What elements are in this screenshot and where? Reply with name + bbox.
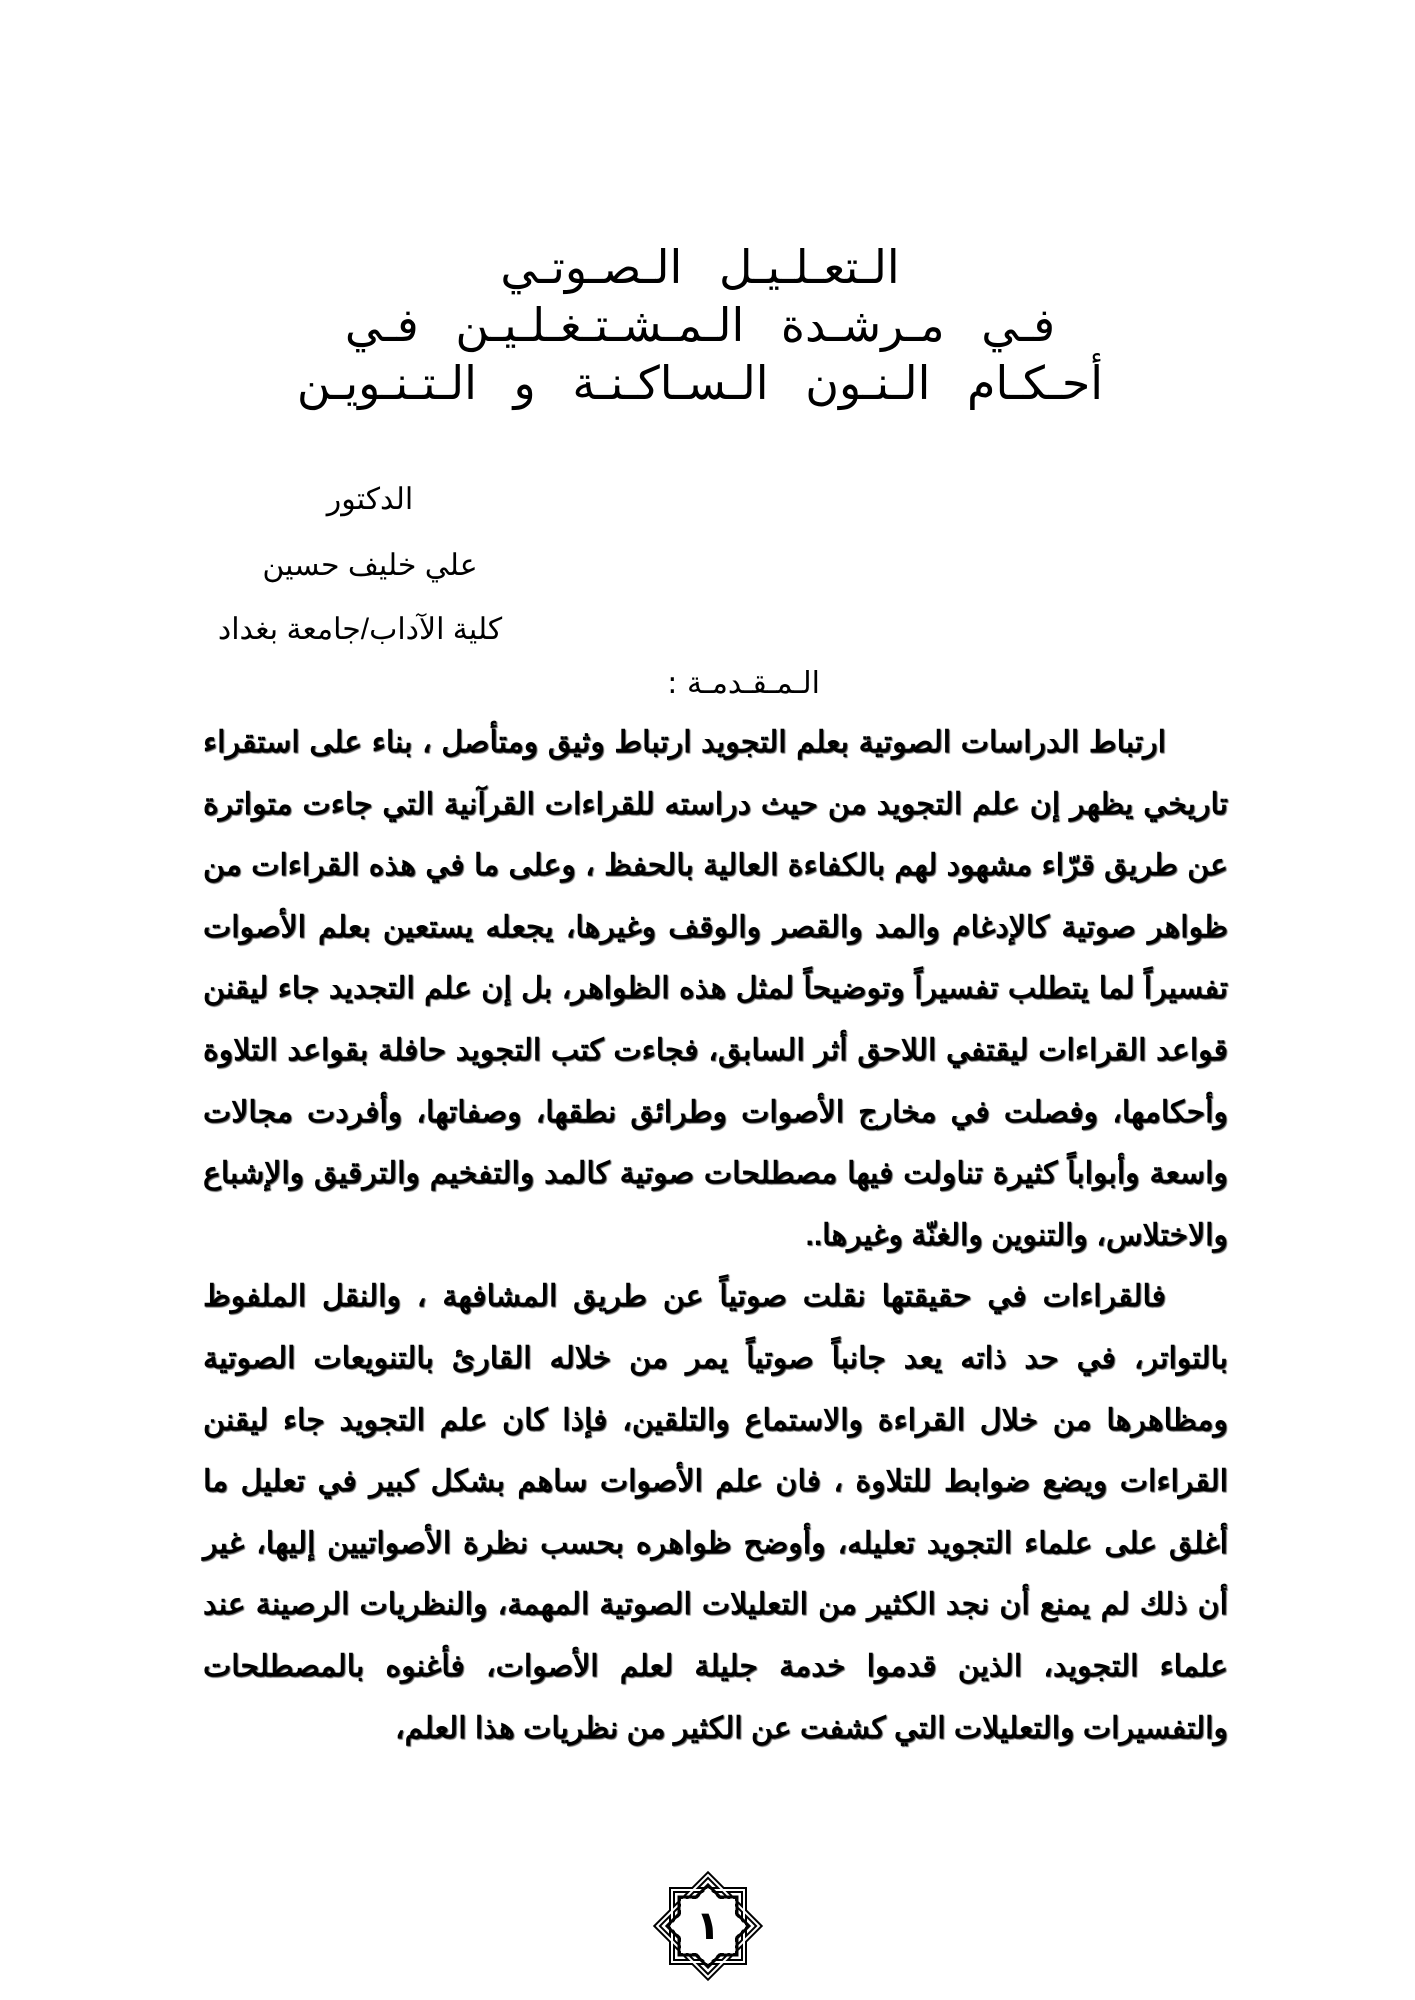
author-name: علي خليف حسين bbox=[262, 549, 478, 582]
page-number-badge bbox=[650, 1868, 766, 1984]
author-title: الدكتور bbox=[326, 483, 414, 516]
title-line: فـي مـرشـدة الـمـشـتـغـلـيـن فـي bbox=[344, 298, 1056, 352]
document-title bbox=[200, 238, 1200, 412]
paragraph: ارتباط الدراسات الصوتية بعلم التجويد ارتباط وثيق ومتأصل ، بناء على استقراء تاريخي يظهر إن علم التجويد من حيث دراسته للقراءات القرآنية التي جاءت متواترة عن طريق قرّاء مشهود لهم بالكفاءة العالية بالحفظ ، وعلى ما في هذه القراءات من ظواهر صوتية كالإدغام والمد والقصر والوقف وغيرها، يجعله يستعين بعلم الأصوات تفسيراً لما يتطلب تفسيراً وتوضيحاً لمثل هذه الظواهر، بل إن علم التجديد جاء ليقنن قواعد القراءات ليقتفي اللاحق أثر السابق، فجاءت كتب التجويد حافلة بقواعد التلاوة وأحكامها، وفصلت في مخارج الأصوات وطرائق نطقها، وصفاتها، وأفردت مجالات واسعة وأبواباً كثيرة تناولت فيها مصطلحات صوتية كالمد والتفخيم والترقيق والإشباع والاختلاس، والتنوين والغنّة وغيرها.. bbox=[203, 726, 1228, 1252]
section-heading: الـمـقـدمـة : bbox=[667, 666, 820, 701]
title-line: أحـكـام الـنـون الـسـاكـنـة و الـتـنـويـن bbox=[296, 356, 1104, 410]
paragraph: فالقراءات في حقيقتها نقلت صوتياً عن طريق المشافهة ، والنقل الملفوظ بالتواتر، في حد ذاته يعد جانباً صوتياً يمر من خلاله القارئ بالتنويعات الصوتية ومظاهرها من خلال القراءة والاستماع والتلقين، فإذا كان علم التجويد جاء ليقنن القراءات ويضع ضوابط للتلاوة ، فان علم الأصوات ساهم بشكل كبير في تعليل ما أغلق على علماء التجويد تعليله، وأوضح ظواهره بحسب نظرة الأصواتيين إليها، غير أن ذلك لم يمنع أن نجد الكثير من التعليلات الصوتية المهمة، والنظريات الرصينة عند علماء التجويد، الذين قدموا خدمة جليلة لعلم الأصوات، فأغنوه بالمصطلحات والتفسيرات والتعليلات التي كشفت عن الكثير من نظريات هذا العلم، bbox=[203, 1280, 1228, 1745]
title-line: الـتعـلـيـل الـصـوتـي bbox=[500, 240, 900, 294]
page-number: ١ bbox=[695, 1903, 721, 1949]
body-text bbox=[203, 712, 1228, 1759]
author-affiliation: كلية الآداب/جامعة بغداد bbox=[217, 613, 503, 646]
